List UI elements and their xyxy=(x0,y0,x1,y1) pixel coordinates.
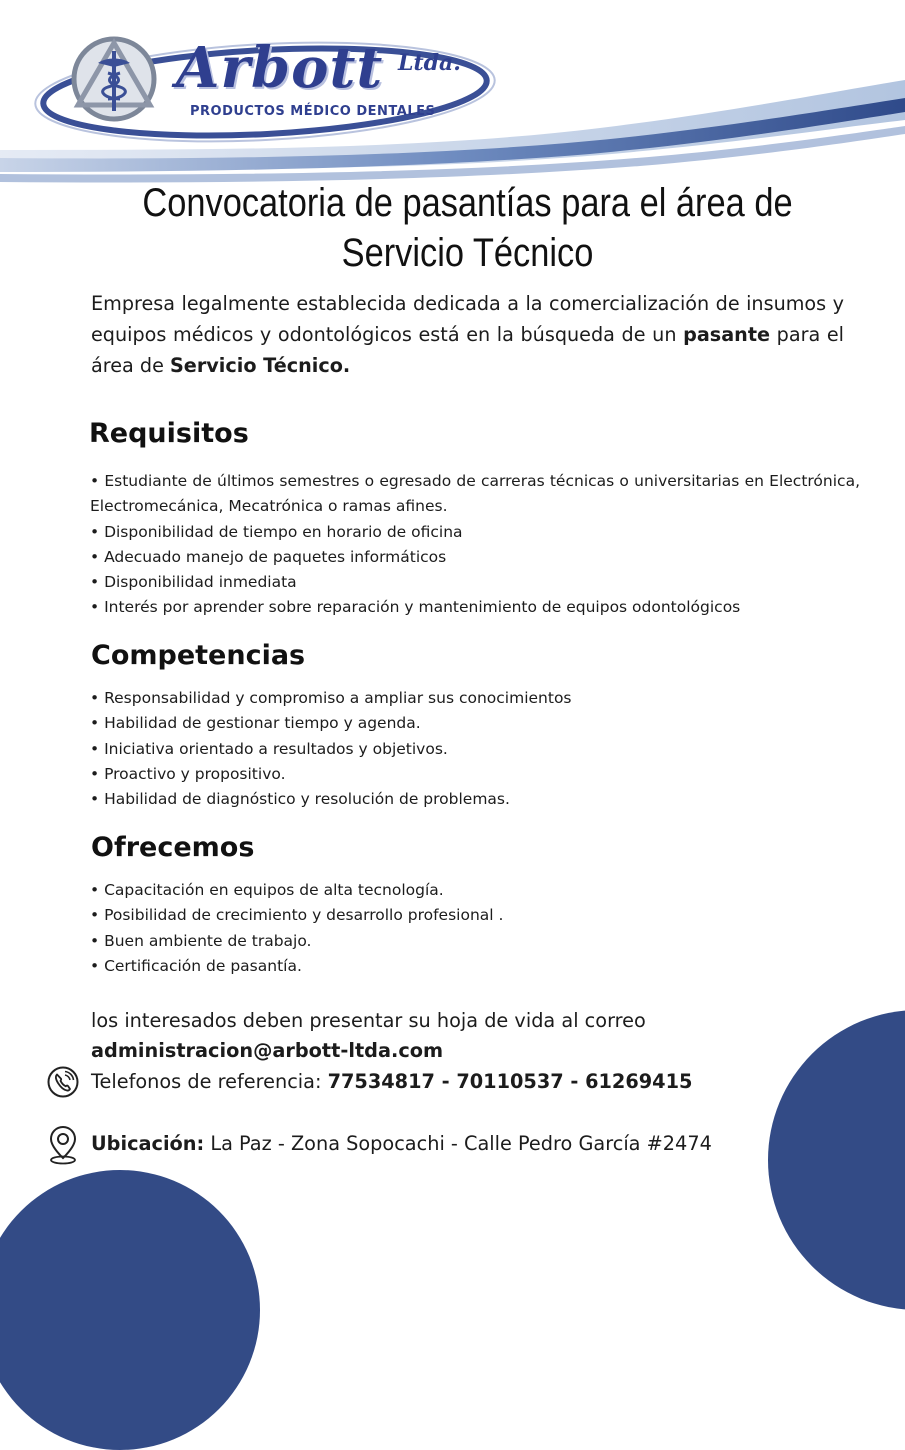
list-requisitos xyxy=(90,469,860,621)
location-value: La Paz - Zona Sopocachi - Calle Pedro García #2474 xyxy=(204,1132,712,1155)
list-competencias xyxy=(90,686,572,812)
caduceus-emblem-icon xyxy=(62,33,170,123)
list-ofrecemos xyxy=(90,878,503,979)
list-item: • Proactivo y propositivo. xyxy=(90,764,286,783)
list-item: • Iniciativa orientado a resultados y objetivos. xyxy=(90,739,448,758)
intro-text-middle: para el área de xyxy=(91,323,845,377)
list-item: • Interés por aprender sobre reparación y mantenimiento de equipos odontológicos xyxy=(90,598,741,617)
list-item: • Buen ambiente de trabajo. xyxy=(90,931,312,950)
list-item: • Adecuado manejo de paquetes informáticos xyxy=(90,547,447,566)
heading-ofrecemos: Ofrecemos xyxy=(91,832,255,863)
list-item: • Posibilidad de crecimiento y desarrollo profesional . xyxy=(90,906,504,925)
intro-text-start: Empresa legalmente establecida dedicada a la comercialización de insumos y equipos médicos y odontológicos está en la búsqueda de un xyxy=(91,292,844,346)
phone-numbers[interactable]: 77534817 - 70110537 - 61269415 xyxy=(327,1070,693,1093)
list-item: • Estudiante de últimos semestres o egresado de carreras técnicas o universitarias en Electrónica, Electromecánica, Mecatrónica o ramas afines. xyxy=(90,472,860,516)
heading-competencias: Competencias xyxy=(91,640,306,671)
logo xyxy=(176,35,461,119)
list-item: • Disponibilidad de tiempo en horario de oficina xyxy=(90,522,463,541)
intro-bold-servicio: Servicio Técnico. xyxy=(169,354,351,377)
location-line xyxy=(91,1129,712,1159)
brand-name: Arbott xyxy=(176,35,384,101)
intro-paragraph xyxy=(91,288,844,381)
location-pin-icon xyxy=(46,1124,80,1166)
page-title: Convocatoria de pasantías para el área de Servicio Técnico xyxy=(142,181,793,275)
heading-requisitos: Requisitos xyxy=(89,418,249,449)
brand-suffix: Ltda. xyxy=(398,50,461,76)
decorative-circle-left xyxy=(0,1170,260,1450)
location-label: Ubicación: xyxy=(91,1132,205,1155)
phone-icon xyxy=(46,1064,80,1100)
intro-bold-pasante: pasante xyxy=(683,323,771,346)
list-item: • Responsabilidad y compromiso a ampliar sus conocimientos xyxy=(90,689,572,707)
list-item: • Disponibilidad inmediata xyxy=(90,573,297,592)
cv-instructions: los interesados deben presentar su hoja de vida al correo xyxy=(91,1009,646,1032)
phone-label: Telefonos de referencia: xyxy=(91,1070,328,1093)
list-item: • Certificación de pasantía. xyxy=(90,956,302,975)
list-item: • Habilidad de gestionar tiempo y agenda. xyxy=(90,714,421,733)
email-link[interactable]: administracion@arbott-ltda.com xyxy=(91,1039,444,1062)
list-item: • Capacitación en equipos de alta tecnología. xyxy=(90,881,444,899)
phone-line xyxy=(91,1067,692,1097)
decorative-circle-right xyxy=(768,1010,905,1310)
list-item: • Habilidad de diagnóstico y resolución de problemas. xyxy=(90,790,510,809)
brand-tagline: PRODUCTOS MÉDICO DENTALES xyxy=(190,104,436,119)
contact-email[interactable] xyxy=(91,1036,443,1066)
